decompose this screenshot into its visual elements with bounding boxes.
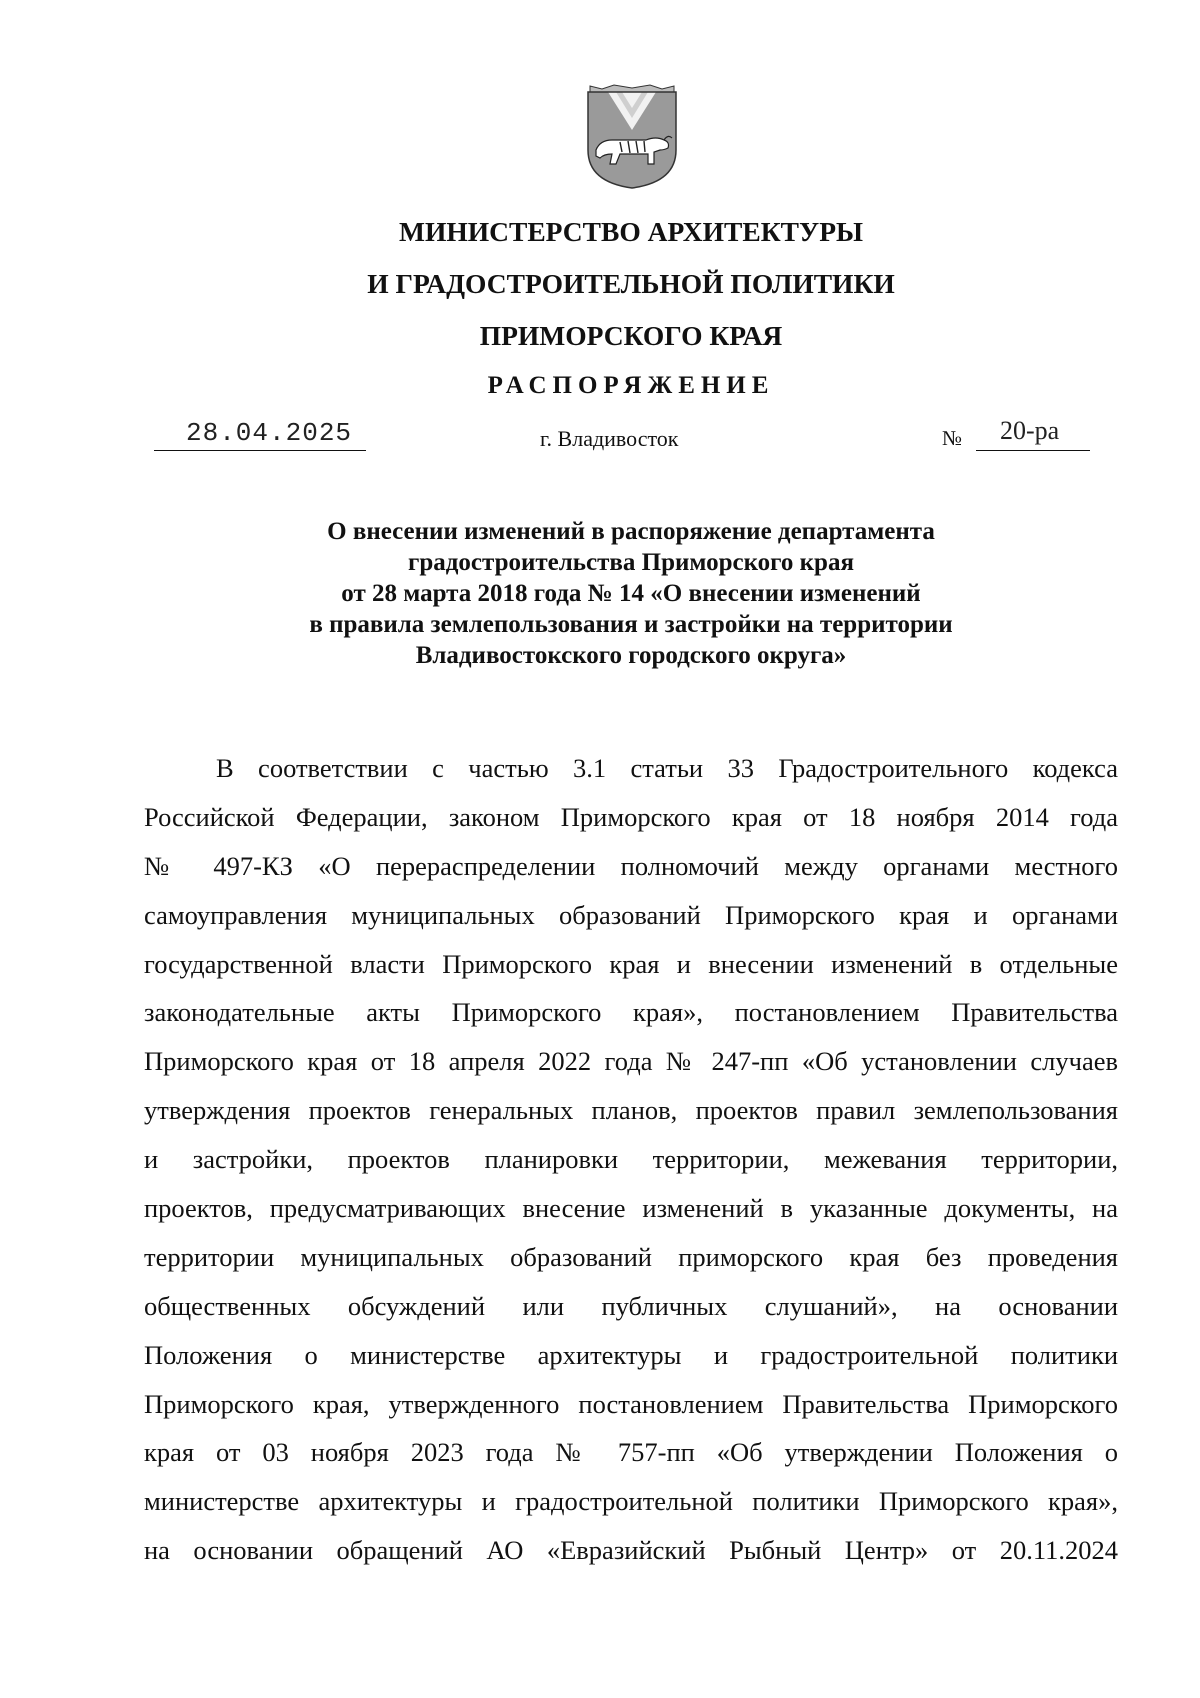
document-type-title: РАСПОРЯЖЕНИЕ: [487, 372, 775, 399]
subject-line: от 28 марта 2018 года № 14 «О внесении изменений: [341, 580, 921, 607]
body-line: № 497-КЗ «О перераспределении полномочий между органами местного: [144, 850, 1118, 881]
number-field: [976, 416, 1090, 451]
body-line: В соответствии с частью 3.1 статьи 33 Градостроительного кодекса: [216, 753, 1118, 783]
body-line: проектов, предусматривающих внесение изменений в указанные документы, на: [144, 1193, 1118, 1224]
body-line: территории муниципальных образований приморского края без проведения: [144, 1241, 1118, 1272]
document-city: г. Владивосток: [540, 426, 679, 451]
body-line: законодательные акты Приморского края», постановлением Правительства: [144, 997, 1118, 1028]
body-line: общественных обсуждений или публичных слушаний», на основании: [144, 1290, 1118, 1321]
document-subject: [0, 516, 1200, 671]
body-line: края от 03 ноября 2023 года № 757-пп «Об утверждении Положения о: [144, 1437, 1118, 1468]
body-line: Приморского края, утвержденного постановлением Правительства Приморского: [144, 1388, 1118, 1419]
body-paragraph: [144, 744, 1118, 1575]
body-line: утверждения проектов генеральных планов, проектов правил землепользования: [144, 1095, 1118, 1126]
ministry-heading: [0, 206, 1200, 362]
body-line: Российской Федерации, законом Приморского края от 18 ноября 2014 года: [144, 801, 1118, 832]
body-line: Положения о министерстве архитектуры и градостроительной политики: [144, 1339, 1118, 1370]
body-line: самоуправления муниципальных образований Приморского края и органами: [144, 899, 1118, 930]
document-date: 28.04.2025: [186, 418, 353, 448]
ministry-line: ПРИМОРСКОГО КРАЯ: [479, 320, 783, 351]
subject-line: градостроительства Приморского края: [408, 549, 854, 576]
date-field: [154, 418, 366, 451]
number-sign: №: [942, 426, 963, 450]
body-line: на основании обращений АО «Евразийский Рыбный Центр» от 20.11.2024: [144, 1535, 1118, 1566]
body-line: министерстве архитектуры и градостроительной политики Приморского края»,: [144, 1486, 1118, 1517]
subject-line: Владивостокского городского округа»: [415, 642, 847, 669]
subject-line: О внесении изменений в распоряжение департамента: [327, 518, 935, 545]
body-line: государственной власти Приморского края и внесении изменений в отдельные: [144, 948, 1118, 979]
ministry-line: И ГРАДОСТРОИТЕЛЬНОЙ ПОЛИТИКИ: [367, 268, 895, 299]
body-line: Приморского края от 18 апреля 2022 года № 247-пп «Об установлении случаев: [144, 1046, 1118, 1077]
subject-line: в правила землепользования и застройки на территории: [309, 611, 953, 638]
document-number: 20-ра: [1000, 416, 1060, 445]
ministry-line: МИНИСТЕРСТВО АРХИТЕКТУРЫ: [398, 216, 863, 247]
coat-of-arms-icon: [580, 84, 684, 190]
body-line: и застройки, проектов планировки территории, межевания территории,: [144, 1144, 1118, 1175]
